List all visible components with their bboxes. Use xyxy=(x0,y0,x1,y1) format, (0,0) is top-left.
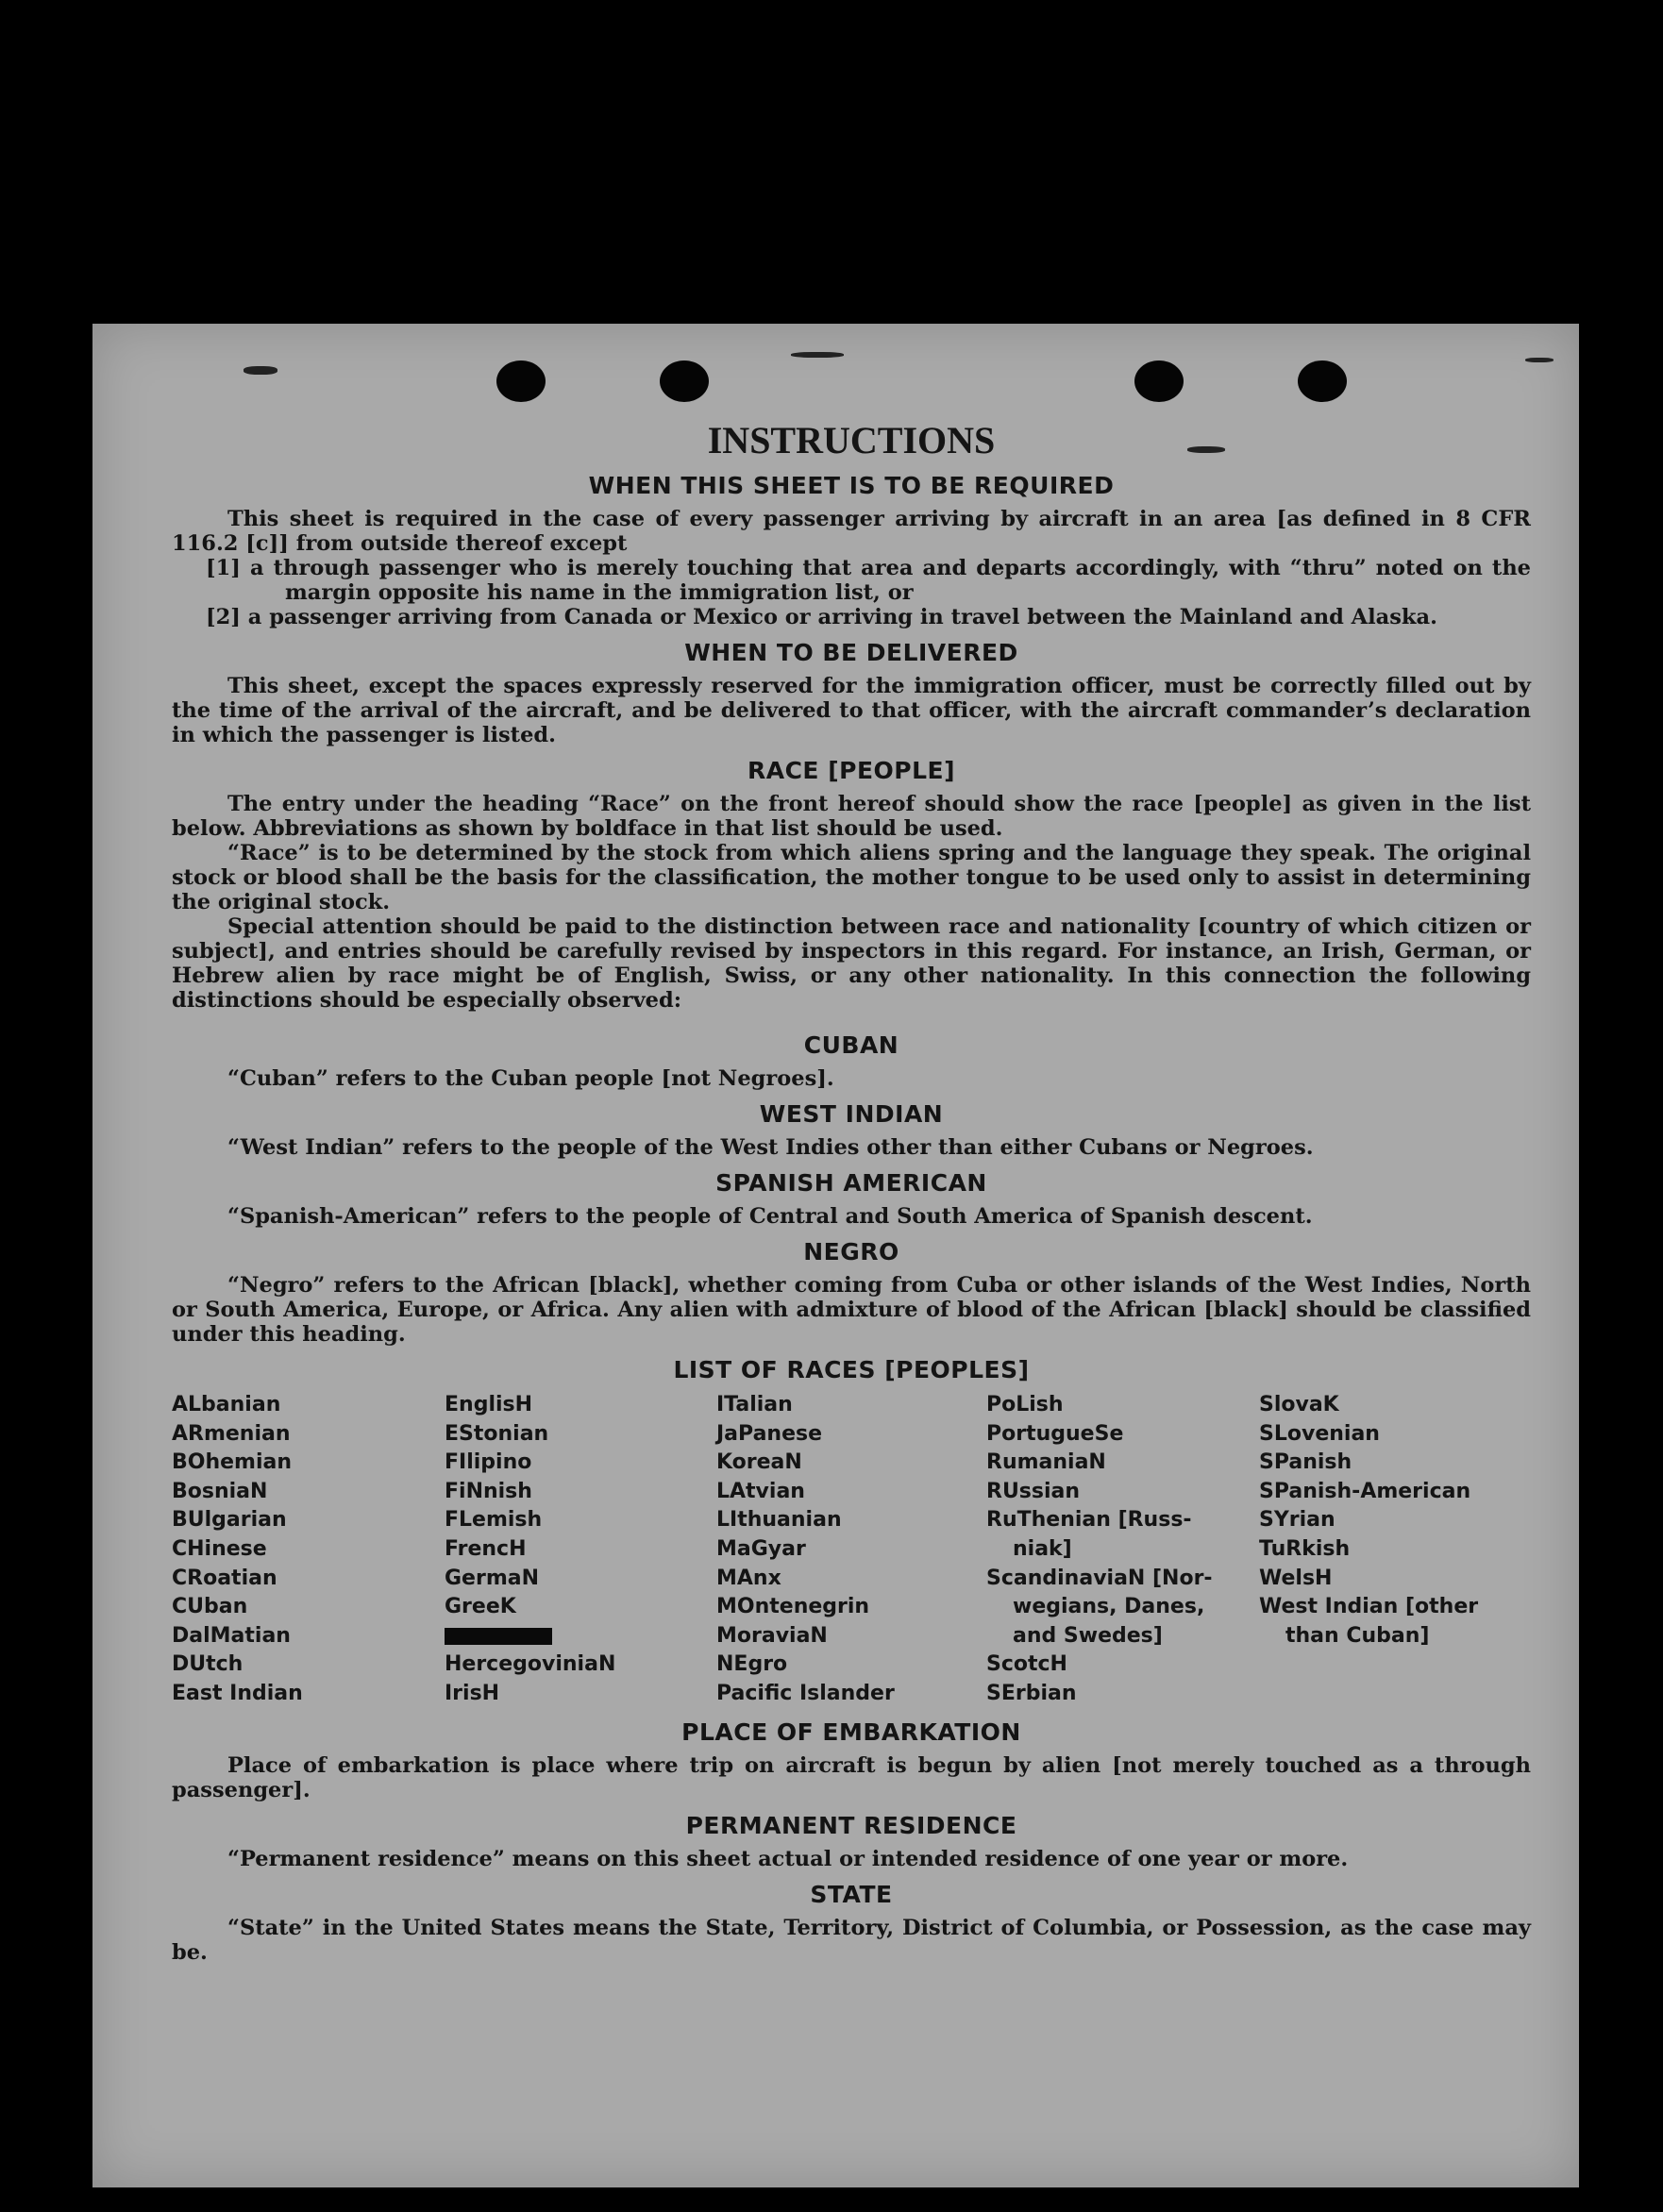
race-item: KoreaN xyxy=(716,1450,802,1475)
race-item: West Indian [other xyxy=(1259,1595,1479,1619)
race-item: EnglisH xyxy=(445,1393,533,1416)
punch-hole xyxy=(496,360,546,402)
race-item: Pacific Islander xyxy=(716,1681,895,1705)
races-column-4 xyxy=(986,1391,1259,1709)
spanish-american-text: “Spanish-American” refers to the people of Central and South America of Spanish descent. xyxy=(227,1204,1313,1229)
race-item: ARmenian xyxy=(172,1421,291,1446)
heading-spanish-american: SPANISH AMERICAN xyxy=(715,1169,987,1197)
heading-list-of-races: LIST OF RACES [PEOPLES] xyxy=(673,1356,1030,1383)
race-item: GermaN xyxy=(445,1566,540,1590)
race-item: ScotcH xyxy=(986,1652,1067,1677)
race-item: ITalian xyxy=(716,1393,793,1416)
heading-cuban: CUBAN xyxy=(803,1031,899,1059)
race-item: MoraviaN xyxy=(716,1623,828,1648)
race-item: EStonian xyxy=(445,1421,549,1446)
race-item: BUlgarian xyxy=(172,1508,287,1533)
races-column-5 xyxy=(1259,1391,1531,1709)
punch-hole xyxy=(1298,360,1347,402)
redaction-bar xyxy=(445,1628,552,1645)
race-item-continuation: and Swedes] xyxy=(1013,1623,1163,1648)
state-text: “State” in the United States means the State, Territory, District of Columbia, or Possession, as the case may be. xyxy=(172,1915,1531,1965)
race-item: LIthuanian xyxy=(716,1508,842,1533)
race-item: IrisH xyxy=(445,1681,500,1705)
race-item: RumaniaN xyxy=(986,1450,1106,1475)
race-item: MaGyar xyxy=(716,1536,806,1561)
race-item: HercegoviniaN xyxy=(445,1652,616,1677)
race-item: WelsH xyxy=(1259,1566,1333,1590)
race-item: GreeK xyxy=(445,1595,516,1619)
race-item: DalMatian xyxy=(172,1623,291,1648)
race-item: FrencH xyxy=(445,1536,527,1561)
instruction-sheet xyxy=(92,324,1579,2187)
race-item: ScandinaviaN [Nor- xyxy=(986,1566,1213,1590)
race-item-continuation: than Cuban] xyxy=(1285,1623,1430,1648)
race-item: BOhemian xyxy=(172,1450,293,1475)
cuban-text: “Cuban” refers to the Cuban people [not Negroes]. xyxy=(227,1066,834,1091)
ink-mark xyxy=(1525,358,1554,362)
race-item: MAnx xyxy=(716,1566,781,1590)
heading-when-delivered: WHEN TO BE DELIVERED xyxy=(684,639,1018,666)
heading-when-required: WHEN THIS SHEET IS TO BE REQUIRED xyxy=(588,472,1115,499)
race-item: CUban xyxy=(172,1595,248,1619)
instructions-content xyxy=(172,418,1531,1965)
race-item: SYrian xyxy=(1259,1508,1335,1533)
race-item: RUssian xyxy=(986,1479,1081,1503)
race-item-continuation: niak] xyxy=(1013,1536,1072,1561)
race-item: SPanish xyxy=(1259,1450,1352,1475)
race-item: MOntenegrin xyxy=(716,1595,870,1619)
race-item: BosniaN xyxy=(172,1479,268,1503)
race-item: DUtch xyxy=(172,1652,244,1677)
races-column-2 xyxy=(445,1391,716,1709)
race-item: SErbian xyxy=(986,1681,1077,1705)
required-item-2: [2] a passenger arriving from Canada or Mexico or arriving in travel between the Mainland and Alaska. xyxy=(206,605,1437,629)
race-item: NEgro xyxy=(716,1652,788,1677)
heading-state: STATE xyxy=(810,1880,893,1908)
races-column-1 xyxy=(172,1391,445,1709)
heading-place-of-embarkation: PLACE OF EMBARKATION xyxy=(681,1718,1021,1746)
heading-negro: NEGRO xyxy=(803,1238,899,1265)
residence-text: “Permanent residence” means on this sheet actual or intended residence of one year or more. xyxy=(227,1846,1349,1871)
race-item: East Indian xyxy=(172,1681,303,1705)
race-item: CRoatian xyxy=(172,1566,277,1590)
race-item: SPanish-American xyxy=(1259,1479,1471,1503)
race-item: RuThenian [Russ- xyxy=(986,1508,1192,1533)
page-title: INSTRUCTIONS xyxy=(707,419,996,461)
race-item: FIlipino xyxy=(445,1450,532,1475)
heading-race: RACE [PEOPLE] xyxy=(747,757,956,784)
delivered-text: This sheet, except the spaces expressly reserved for the immigration officer, must be correctly filled out by the time of the arrival of the aircraft, and be delivered to that officer, with the aircraft commander’s declaration in which the passenger is listed. xyxy=(172,674,1531,747)
punch-hole xyxy=(1134,360,1184,402)
west-indian-text: “West Indian” refers to the people of the West Indies other than either Cubans or Negroes. xyxy=(227,1135,1314,1160)
negro-text: “Negro” refers to the African [black], whether coming from Cuba or other islands of the West Indies, North or South America, Europe, or Africa. Any alien with admixture of blood of the African [black] should be classified under this heading. xyxy=(172,1273,1531,1347)
race-item: FLemish xyxy=(445,1508,543,1533)
race-item: LAtvian xyxy=(716,1479,805,1503)
race-paragraph-1: The entry under the heading “Race” on the front hereof should show the race [people] as given in the list below. Abbreviations as shown by boldface in that list should be used. xyxy=(172,792,1531,841)
embarkation-text: Place of embarkation is place where trip on aircraft is begun by alien [not merely touched as a through passenger]. xyxy=(172,1752,1531,1802)
required-intro: This sheet is required in the case of every passenger arriving by aircraft in an area [as defined in 8 CFR 116.2 [c]] from outside thereof except xyxy=(172,507,1531,556)
race-paragraph-2: “Race” is to be determined by the stock from which aliens spring and the language they speak. The original stock or blood shall be the basis for the classification, the mother tongue to be used only to assist in determining the original stock. xyxy=(172,841,1531,914)
race-item: SLovenian xyxy=(1259,1421,1380,1446)
required-item-1: [1] a through passenger who is merely touching that area and departs accordingly, with “thru” noted on the margin opposite his name in the immigration list, or xyxy=(206,556,1531,605)
race-item-continuation: wegians, Danes, xyxy=(1013,1595,1205,1619)
race-item: TuRkish xyxy=(1259,1536,1351,1561)
race-item: SlovaK xyxy=(1259,1393,1339,1416)
race-paragraph-3: Special attention should be paid to the distinction between race and nationality [country of which citizen or subject], and entries should be carefully revised by inspectors in this regard. For instance, an Irish, German, or Hebrew alien by race might be of English, Swiss, or any other nationality. In this connection the following distinctions should be especially observed: xyxy=(172,914,1531,1013)
redacted-entry xyxy=(445,1622,716,1651)
race-item: ALbanian xyxy=(172,1393,281,1416)
ink-mark xyxy=(244,366,277,375)
race-item: FiNnish xyxy=(445,1479,532,1503)
race-item: CHinese xyxy=(172,1536,267,1561)
races-column-3 xyxy=(716,1391,986,1709)
race-item: PortugueSe xyxy=(986,1421,1124,1446)
race-item: PoLish xyxy=(986,1393,1064,1416)
race-item: JaPanese xyxy=(716,1421,823,1446)
punch-hole xyxy=(660,360,709,402)
ink-mark xyxy=(791,352,844,358)
heading-permanent-residence: PERMANENT RESIDENCE xyxy=(685,1811,1017,1839)
races-list xyxy=(172,1391,1531,1709)
heading-west-indian: WEST INDIAN xyxy=(759,1100,944,1128)
